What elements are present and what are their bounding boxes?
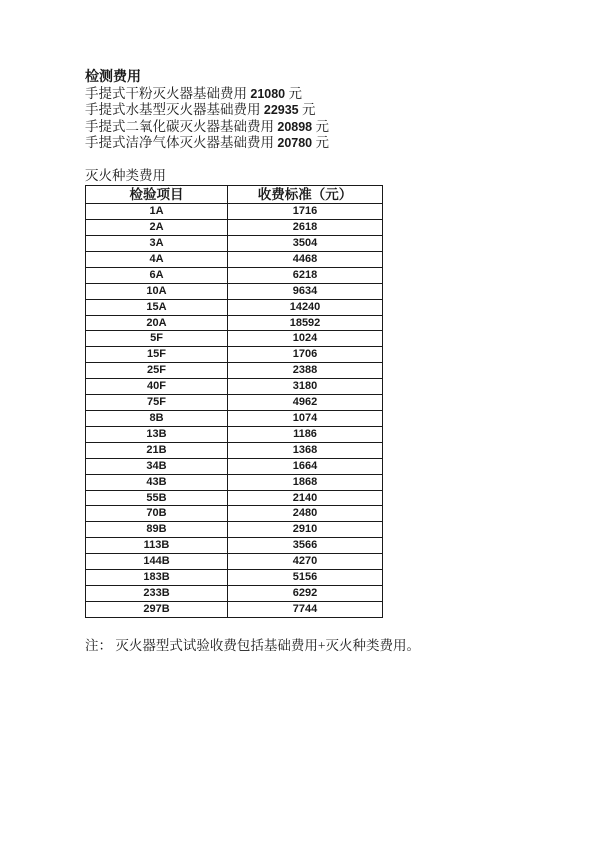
table-row xyxy=(86,220,383,236)
table-row xyxy=(86,283,383,299)
table-row xyxy=(86,395,383,411)
cell-inspection-item: 55B xyxy=(86,490,228,506)
cell-fee-value: 1664 xyxy=(228,458,383,474)
cell-fee-value: 4962 xyxy=(228,395,383,411)
cell-inspection-item: 144B xyxy=(86,554,228,570)
base-fee-unit: 元 xyxy=(315,118,330,134)
cell-fee-value: 1368 xyxy=(228,442,383,458)
base-fee-line xyxy=(85,102,545,118)
base-fees-list xyxy=(85,86,545,151)
cell-inspection-item: 70B xyxy=(86,506,228,522)
cell-fee-value: 7744 xyxy=(228,601,383,617)
cell-inspection-item: 89B xyxy=(86,522,228,538)
cell-inspection-item: 8B xyxy=(86,410,228,426)
cell-fee-value: 1074 xyxy=(228,410,383,426)
fee-table-title: 灭火种类费用 xyxy=(85,168,166,184)
cell-inspection-item: 5F xyxy=(86,331,228,347)
cell-fee-value: 18592 xyxy=(228,315,383,331)
table-row xyxy=(86,331,383,347)
cell-inspection-item: 183B xyxy=(86,570,228,586)
table-row xyxy=(86,554,383,570)
cell-inspection-item: 20A xyxy=(86,315,228,331)
base-fee-amount: 21080 xyxy=(250,87,286,101)
table-row xyxy=(86,442,383,458)
base-fee-line xyxy=(85,135,545,151)
cell-inspection-item: 10A xyxy=(86,283,228,299)
fee-table-body xyxy=(86,204,383,618)
cell-inspection-item: 3A xyxy=(86,236,228,252)
cell-fee-value: 1706 xyxy=(228,347,383,363)
table-row xyxy=(86,267,383,283)
cell-fee-value: 2480 xyxy=(228,506,383,522)
cell-fee-value: 5156 xyxy=(228,570,383,586)
cell-inspection-item: 13B xyxy=(86,426,228,442)
table-row xyxy=(86,410,383,426)
table-row xyxy=(86,601,383,617)
table-header-row xyxy=(86,186,383,204)
base-fee-amount: 22935 xyxy=(263,103,299,118)
base-fee-unit: 元 xyxy=(315,134,330,150)
cell-fee-value: 14240 xyxy=(228,299,383,315)
section-title: 检测费用 xyxy=(85,70,141,85)
cell-inspection-item: 297B xyxy=(86,601,228,617)
header-inspection-item: 检验项目 xyxy=(86,186,228,204)
table-row xyxy=(86,474,383,490)
cell-inspection-item: 2A xyxy=(86,220,228,236)
cell-fee-value: 1186 xyxy=(228,426,383,442)
table-row xyxy=(86,236,383,252)
cell-inspection-item: 15A xyxy=(86,299,228,315)
base-fee-amount: 20780 xyxy=(277,135,313,150)
cell-inspection-item: 43B xyxy=(86,474,228,490)
table-row xyxy=(86,522,383,538)
cell-inspection-item: 75F xyxy=(86,395,228,411)
cell-fee-value: 3566 xyxy=(228,538,383,554)
cell-inspection-item: 113B xyxy=(86,538,228,554)
table-row xyxy=(86,363,383,379)
cell-fee-value: 2618 xyxy=(228,220,383,236)
base-fee-unit: 元 xyxy=(302,102,316,118)
cell-fee-value: 4468 xyxy=(228,251,383,267)
table-row xyxy=(86,490,383,506)
table-row xyxy=(86,538,383,554)
cell-inspection-item: 6A xyxy=(86,267,228,283)
page-content xyxy=(85,69,545,654)
cell-fee-value: 2388 xyxy=(228,363,383,379)
footnote: 注： 灭火器型式试验收费包括基础费用+灭火种类费用。 xyxy=(85,637,420,653)
cell-inspection-item: 40F xyxy=(86,379,228,395)
table-row xyxy=(86,251,383,267)
cell-fee-value: 4270 xyxy=(228,554,383,570)
cell-inspection-item: 233B xyxy=(86,585,228,601)
header-fee-standard: 收费标准（元） xyxy=(228,186,383,204)
table-row xyxy=(86,426,383,442)
base-fee-label: 手提式洁净气体灭火器基础费用 xyxy=(85,134,274,150)
table-row xyxy=(86,315,383,331)
cell-inspection-item: 15F xyxy=(86,347,228,363)
fee-table xyxy=(85,185,383,618)
table-row xyxy=(86,379,383,395)
cell-inspection-item: 34B xyxy=(86,458,228,474)
cell-inspection-item: 21B xyxy=(86,442,228,458)
table-row xyxy=(86,585,383,601)
base-fee-line xyxy=(85,86,545,102)
cell-fee-value: 2910 xyxy=(228,522,383,538)
cell-fee-value: 3180 xyxy=(228,379,383,395)
cell-fee-value: 6292 xyxy=(228,585,383,601)
cell-fee-value: 1024 xyxy=(228,331,383,347)
cell-fee-value: 2140 xyxy=(228,490,383,506)
table-row xyxy=(86,458,383,474)
table-row xyxy=(86,204,383,220)
table-row xyxy=(86,347,383,363)
table-row xyxy=(86,506,383,522)
cell-fee-value: 3504 xyxy=(228,236,383,252)
table-row xyxy=(86,570,383,586)
cell-fee-value: 1716 xyxy=(228,204,383,220)
cell-inspection-item: 4A xyxy=(86,251,228,267)
cell-inspection-item: 25F xyxy=(86,363,228,379)
base-fee-label: 手提式干粉灭火器基础费用 xyxy=(85,86,247,101)
base-fee-amount: 20898 xyxy=(277,119,313,134)
cell-fee-value: 6218 xyxy=(228,267,383,283)
cell-fee-value: 1868 xyxy=(228,474,383,490)
base-fee-label: 手提式二氧化碳灭火器基础费用 xyxy=(85,118,274,134)
base-fee-line xyxy=(85,119,545,135)
table-row xyxy=(86,299,383,315)
base-fee-unit: 元 xyxy=(288,86,303,101)
cell-inspection-item: 1A xyxy=(86,204,228,220)
base-fee-label: 手提式水基型灭火器基础费用 xyxy=(85,102,261,118)
cell-fee-value: 9634 xyxy=(228,283,383,299)
